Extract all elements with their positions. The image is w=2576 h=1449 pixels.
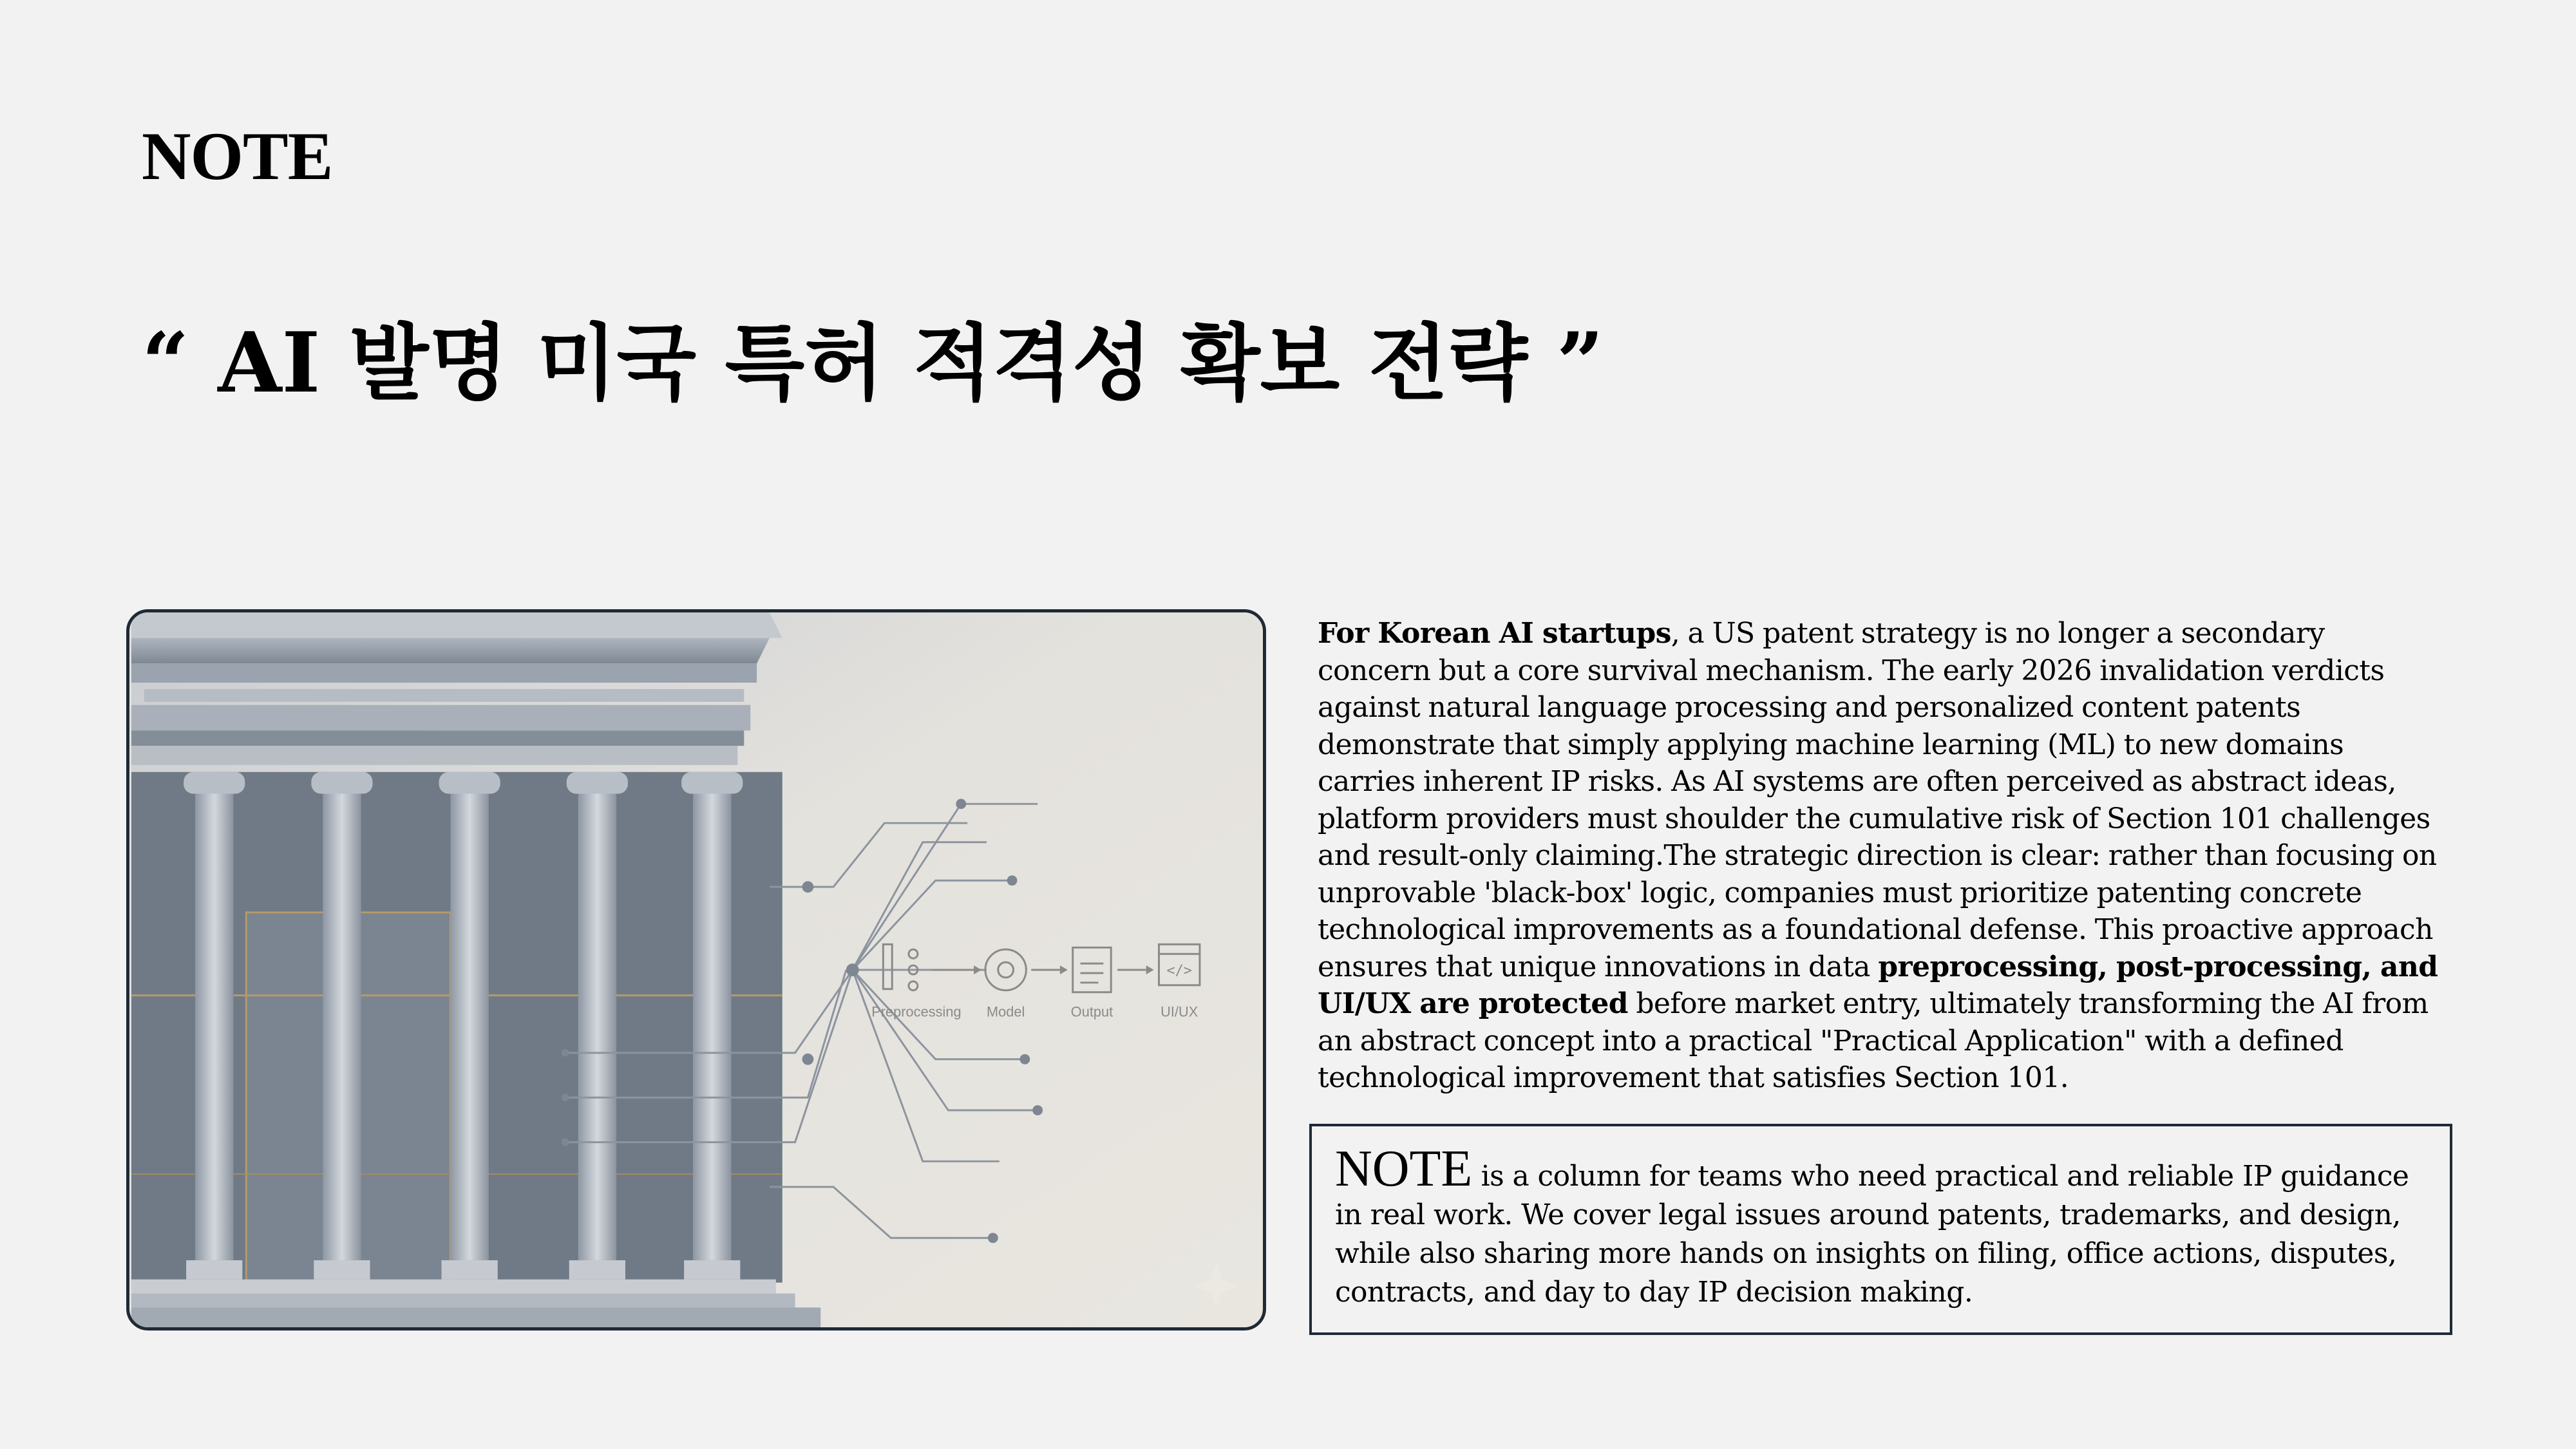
svg-text:</>: </>: [1166, 962, 1192, 979]
note-box-text: is a column for teams who need practical and reliable IP guidance in real work. We cover legal issues around patents, trademarks, and design, while also sharing more hands on insights on filing, office actions, disputes, contracts, and day to day IP decision making.: [1335, 1160, 2409, 1309]
hero-illustration: [126, 609, 1266, 1331]
stage-label-preprocessing: Preprocessing: [871, 1003, 961, 1020]
stage-label-model: Model: [986, 1003, 1025, 1020]
note-column-box: [1309, 1124, 2452, 1335]
temple-pediment: [131, 612, 782, 638]
body-lead-bold: For Korean AI startups: [1318, 617, 1671, 650]
article-body: [1318, 615, 2438, 1097]
page-title: “ AI 발명 미국 특허 적격성 확보 전략 ”: [142, 315, 1604, 412]
body-mid-bold: preprocessing, post-processing, and UI/UX are protected: [1318, 950, 2438, 1020]
body-text-part2: before market entry, ultimately transforming the AI from an abstract concept into a practical "Practical Application" with a defined technological improvement that satisfies Section 101.: [1318, 987, 2429, 1094]
stage-label-ui-ux: UI/UX: [1160, 1003, 1198, 1020]
stage-label-output: Output: [1070, 1003, 1113, 1020]
dentil-row: [144, 689, 744, 702]
body-text-part1: , a US patent strategy is no longer a secondary concern but a core survival mechanism. The early 2026 invalidation verdicts against natural language processing and personalized content patents demonstrate that simply applying machine learning (ML) to new domains carries inherent IP risks. As AI systems are often perceived as abstract ideas, platform providers must shoulder the cumulative risk of Section 101 challenges and result-only claiming.The strategic direction is clear: rather than focusing on unprovable 'black-box' logic, companies must prioritize patenting concrete technological improvements as a foundational defense. This proactive approach ensures that unique innovations in data: [1318, 617, 2437, 983]
note-box-title: NOTE: [1335, 1141, 1473, 1197]
section-kicker: NOTE: [142, 118, 333, 194]
temple-circuit-illustration: [129, 612, 1263, 1327]
